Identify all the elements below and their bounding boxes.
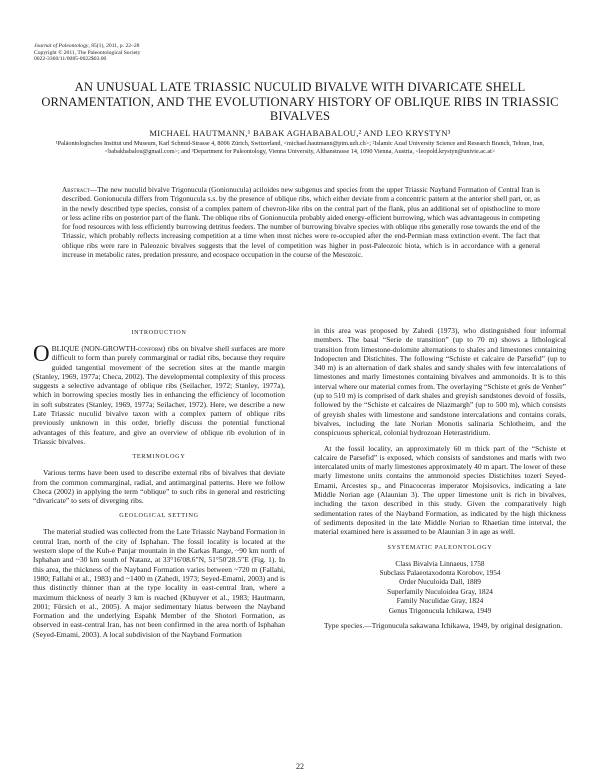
taxon-line: Genus Trigonucula Ichikawa, 1949 [388,605,492,615]
article-authors: MICHAEL HAUTMANN,¹ BABAK AGHABABALOU,² AND LEO KRYSTYN³ [149,128,451,138]
geological-setting-heading: GEOLOGICAL SETTING [119,512,199,520]
systematic-paleontology-heading: SYSTEMATIC PALEONTOLOGY [387,543,493,551]
introduction-paragraph [33,341,285,446]
taxon-line: Superfamily Nuculoidea Gray, 1824 [387,586,493,596]
taxon-line: Family Nuculidae Gray, 1824 [396,596,484,606]
geological-setting-paragraph: The material studied was collected from the Late Triassic Nayband Formation in central Iran, north of the city of Isphahan. The fossil locality is located at the western slope of the Kuh-e Panjar mountain in the Karkas Range, ~90 km north of Isphahan and ~30 km south of Natanz, at 33°16′08.6″N, 51°50′28.5″E (Fig. 1). In this area, the thickness of the Nayband Formation varies between ~720 m (Fallahi, 1980; Fallahi et al., 1983) and ~1400 m (Zahedi, 1973; Seyed-Emami, 2003) and is thus distinctly thinner than at the type locality in east-central Iran, where a maximum thickness of nearly 3 km is reached (Khuyver et al., 1983; Hautmann, 2001; Fürsich et al., 2005). A major sedimentary hiatus between the Nayband Formation and the underlying Espahk Member of the Shotori Formation, as observed in east-central Iran, has not been confirmed in the area north of Isphahan (Seyed-Emami, 2003). A local subdivision of the Nayband Formation [33,527,285,639]
journal-copyright: Copyright © 2011, The Paleontological Society [34,49,141,56]
taxon-line: Class Bivalvia Linnaeus, 1758 [395,558,485,568]
dropcap-letter: O [33,341,50,366]
right-column [314,326,566,636]
abstract [62,185,540,259]
intro-text: ribs on bivalve shell surfaces are more difficult to form than purely commarginal or radial ribs, because they require guided tangential movement of the secretion sites at the mantle margin (Stanley, 1969, 1977a; Checa, 2002). The developmental complexity of this process suggests a selective advantage of oblique ribs (Seilacher, 1972; Stanley, 1977a), which in borrowing species mostly lies in enhancing the efficiency of locomotion in soft substrates (Stanley, 1969, 1977a; Seilacher, 1972). Here, we describe a new Late Triassic nuculid bivalve taxon with a complex pattern of oblique ribs previously unknown in this order, briefly discuss the potential functional advantages of this feature, and give an overview of oblique rib evolution of in Triassic bivalves. [33,344,285,446]
journal-citation-line [34,43,234,50]
abstract-text: —The new nuculid bivalve Trigonucula (Gonionucula) aciloides new subgenus and species from the upper Triassic Nayband Formation of Central Iran is described. Gonionucula differs from Trigonucula s.s. by the presence of oblique ribs, which either deviate from a concentric pattern at the anterior shell part, or, as in the newly described type species, consist of a complex pattern of chevron-like ribs on the central part of the flank, plus an additional set of opisthocline to more or less acline ribs on posterior part of the flank. The oblique ribs of Gonionucula probably aided energy-efficient burrowing, which was advantageous in competing for food resources with less efficiently burrowing detritus feeders. The number of burrowing bivalve species with oblique ribs generally rose towards the end of the Triassic, which probably reflects increasing competition at a time when most niches were re-occupied after the end-Permian mass extinction event. The fact that oblique ribs were rare in Paleozoic bivalves suggests that the level of competition was higher in post-Paleozoic biota, which is in accordance with a general increase in metabolic rates, predation pressure, and ecospace occupation in the course of the Mesozoic. [62,185,540,260]
left-column [33,328,285,645]
journal-name: Journal of Paleontology [34,43,89,49]
journal-header [34,43,234,63]
terminology-paragraph: Various terms have been used to describe external ribs of bivalves that deviate from the common commarginal, radial, and antimarginal patterns. Here we follow Checa (2002) in applying the term “oblique” to such ribs in general and restricting “divaricate” to sets of diverging ribs. [33,468,285,506]
article-title: AN UNUSUAL LATE TRIASSIC NUCULID BIVALVE WITH DIVARICATE SHELL ORNAMENTATION, AND THE EVOLUTIONARY HISTORY OF OBLIQUE RIBS IN TRIASSIC BIVALVES [41,80,559,124]
stratigraphy-paragraph: in this area was proposed by Zahedi (1973), who distinguished four informal members. The basal “Serie de transition” (up to 70 m) shows a lithological transition from limestone-dolomite alternations to shales and limestones containing Indopecten and Distichites. The following “Schiste et calcaire de Parsefid” (up to 340 m) is an alternation of dark shales and sandy shales with few intercalations of limestones and marly limestones containing bivalves and ammonoids. It is to this interval where our material comes from. The overlaying “Schiste et grés de Venher” (up to 510 m) is comprised of dark shales and greyish sandstones devoid of fossils, followed by the “Schiste et calcaires de Niazmargh” (up to 500 m), which consists of greyish shales with limestone and sandstone intercalations and contains corals, bivalves, including the late Norian Monotis salinaria Schlotheim, and the conspicuous spherical, colonial hydrozoan Heterastridium. [314,326,566,438]
introduction-heading: INTRODUCTION [131,329,187,336]
taxon-line: Subclass Palaeotaxodonta Korobov, 1954 [379,567,501,577]
type-species-paragraph: Type species.—Trigonucula sakawana Ichikawa, 1949, by original designation. [324,620,563,630]
journal-citation: , 85(1), 2011, p. 22–28 [88,43,140,49]
page-number: 22 [296,762,304,771]
taxon-line: Order Nuculoida Dall, 1889 [399,577,481,587]
abstract-label: Abstract [62,185,90,194]
terminology-heading: TERMINOLOGY [132,453,186,461]
intro-lead: BLIQUE (NON-GROWTH-conform) [51,344,166,353]
taxonomic-hierarchy [314,559,566,615]
author-affiliations: ¹Paläontologisches Institut und Museum, Karl Schmid-Strasse 4, 8006 Zürich, Switzerland, <michael.hautmann@pim.uzh.ch>; ²Islamic Azad University Science and Research Branch, Tehran, Iran, <babakhabalou@gmail.com>; and ³Department for Paleontology, Vienna University, Althanstrasse 14, 1090 Vienna, Austria, <leopold.krystyn@univie.ac.at> [55,140,545,155]
journal-issn: 0022-3360/11/0085-0022$03.00 [34,56,107,63]
fossil-locality-paragraph: At the fossil locality, an approximately 60 m thick part of the “Schiste et calcaire de Parsefid” is exposed, which consists of sandstones and marls with two intercalated units of marly limestones approximately 40 m apart. The lower of these marly limestone units contains the ammonoid species Distichites tozeri Seyed-Emami, Arcestes sp., and Pinacoceras imperator Mojsisovics, indicating a late Middle Norian age (Alaunian 3). The upper limestone unit is rich in bivalves, including the taxon described in this study. Given the comparatively high sedimentation rates of the Nayband Formation, as indicated by the high thickness of sediments deposited in the late Middle Norian to Rhaetian time interval, the material examined here is assumed to be Alaunian 3 in age as well. [314,443,566,537]
